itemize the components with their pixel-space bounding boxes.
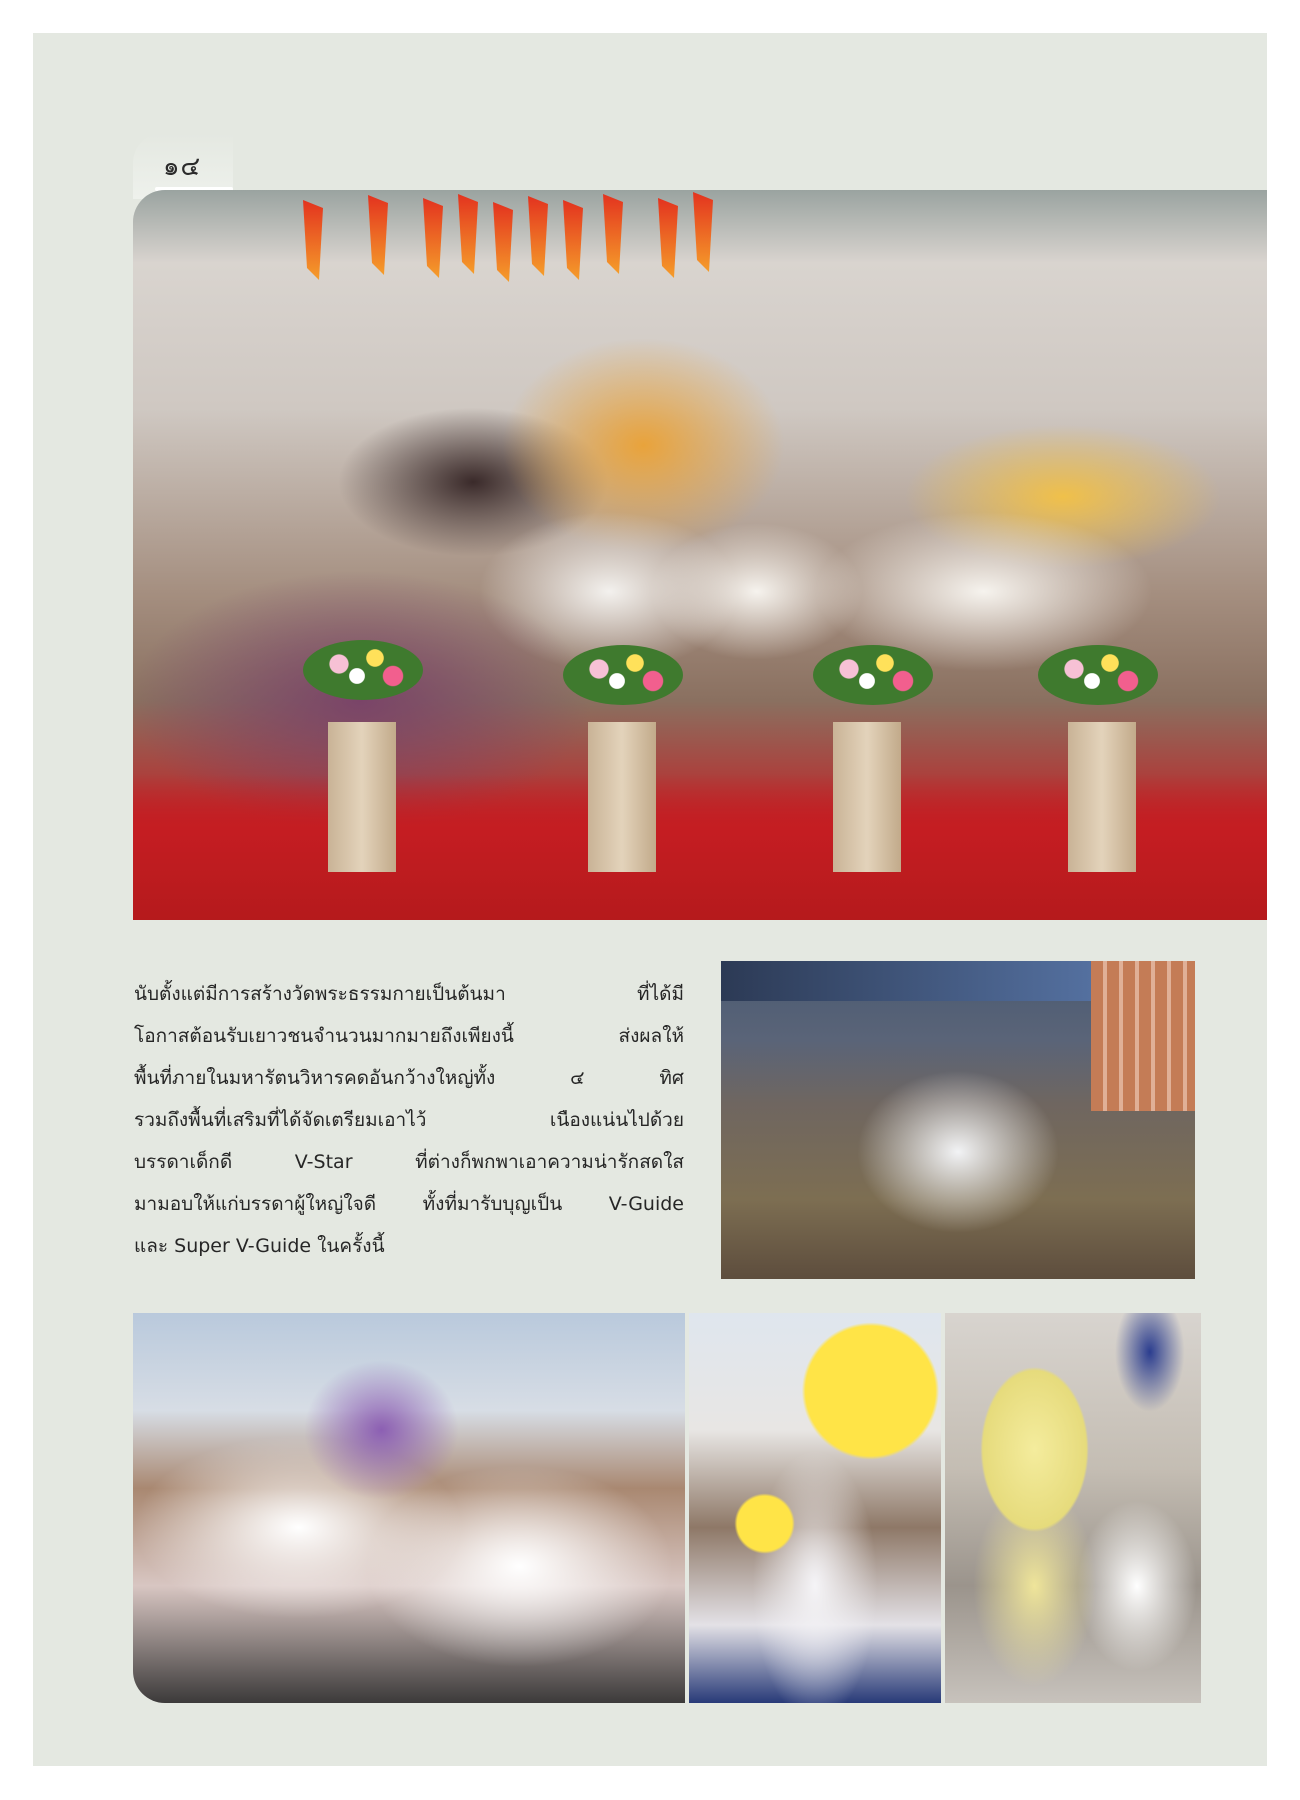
photo-children-balloon-hats — [721, 961, 1195, 1279]
page-number: ๑๔ — [133, 133, 233, 199]
article-line: มามอบให้แก่บรรดาผู้ใหญ่ใจดี ทั้งที่มารับบุญเป็น V-Guide — [134, 1193, 684, 1215]
article-line: รวมถึงพื้นที่เสริมที่ได้จัดเตรียมเอาไว้ เนืองแน่นไปด้วย — [134, 1109, 684, 1131]
article-line: พื้นที่ภายในมหารัตนวิหารคดอันกว้างใหญ่ทั้ง ๔ ทิศ — [134, 1067, 684, 1089]
article-line: โอกาสต้อนรับเยาวชนจำนวนมากมายถึงเพียงนี้ ส่งผลให้ — [134, 1025, 684, 1047]
article-line: นับตั้งแต่มีการสร้างวัดพระธรรมกายเป็นต้นมา ที่ได้มี — [134, 983, 684, 1005]
photo-students-v-sign — [133, 1313, 685, 1703]
article-line: บรรดาเด็กดี V-Star ที่ต่างก็พกพาเอาความน่ารักสดใส — [134, 1151, 684, 1173]
magazine-page — [33, 33, 1267, 1766]
article-line: และ Super V-Guide ในครั้งนี้ — [134, 1235, 385, 1257]
group-photo-mascots-crowd — [133, 190, 1267, 920]
photo-girl-balloons — [689, 1313, 941, 1703]
photo-dog-mascot-child — [945, 1313, 1201, 1703]
article-body — [134, 973, 684, 1267]
